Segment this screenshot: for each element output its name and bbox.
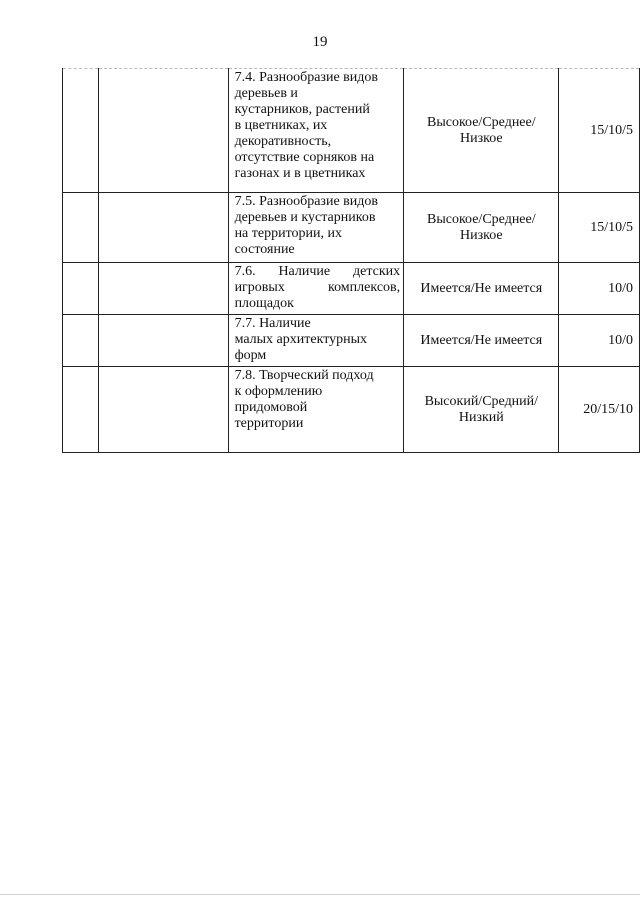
rating-cell: Высокое/Среднее/ Низкое (404, 69, 559, 193)
score-cell: 15/10/5 (559, 69, 640, 193)
criterion-line: деревьев и кустарников (234, 210, 376, 225)
criterion-line: на территории, их (234, 226, 343, 241)
criterion-line: 7.6. Наличие детских (234, 264, 401, 279)
criterion-cell (228, 367, 404, 453)
empty-cell (63, 367, 99, 453)
page-number: 19 (312, 34, 328, 50)
score-cell: 10/0 (559, 263, 640, 315)
criterion-line: 7.5. Разнообразие видов (234, 194, 378, 209)
table-row (63, 193, 640, 263)
empty-cell (63, 69, 99, 193)
table-row (63, 315, 640, 367)
empty-cell (63, 315, 99, 367)
criterion-cell (228, 315, 404, 367)
criterion-line: деревьев и (234, 86, 298, 101)
empty-cell (63, 263, 99, 315)
criterion-line: придомовой (234, 400, 308, 415)
criterion-cell (228, 193, 404, 263)
empty-cell (63, 193, 99, 263)
criterion-line: кустарников, растений (234, 102, 370, 117)
empty-cell (98, 367, 228, 453)
criterion-line: площадок (234, 296, 294, 311)
criterion-line: игровых комплексов, (234, 280, 401, 295)
table-row (63, 263, 640, 315)
score-cell: 20/15/10 (559, 367, 640, 453)
empty-cell (98, 69, 228, 193)
criterion-cell (228, 69, 404, 193)
criterion-line: газонах и в цветниках (234, 166, 366, 181)
criterion-line: 7.7. Наличие (234, 316, 311, 331)
criterion-line: форм (234, 348, 267, 363)
page-bottom-rule (0, 894, 640, 895)
criterion-line: 7.8. Творческий подход (234, 368, 374, 383)
rating-cell: Имеется/Не имеется (404, 263, 559, 315)
rating-cell: Высокий/Средний/ Низкий (404, 367, 559, 453)
criterion-line: малых архитектурных (234, 332, 368, 347)
criterion-line: состояние (234, 242, 295, 257)
empty-cell (98, 315, 228, 367)
score-cell: 15/10/5 (559, 193, 640, 263)
criterion-line: 7.4. Разнообразие видов (234, 70, 378, 85)
table-row (63, 69, 640, 193)
rating-cell: Имеется/Не имеется (404, 315, 559, 367)
criteria-table (62, 68, 640, 453)
score-cell: 10/0 (559, 315, 640, 367)
criterion-line: декоративность, (234, 134, 332, 149)
rating-cell: Высокое/Среднее/ Низкое (404, 193, 559, 263)
table-row (63, 367, 640, 453)
empty-cell (98, 263, 228, 315)
criterion-cell (228, 263, 404, 315)
criterion-line: территории (234, 416, 304, 431)
empty-cell (98, 193, 228, 263)
criterion-line: к оформлению (234, 384, 323, 399)
criterion-line: отсутствие сорняков на (234, 150, 375, 165)
criterion-line: в цветниках, их (234, 118, 328, 133)
